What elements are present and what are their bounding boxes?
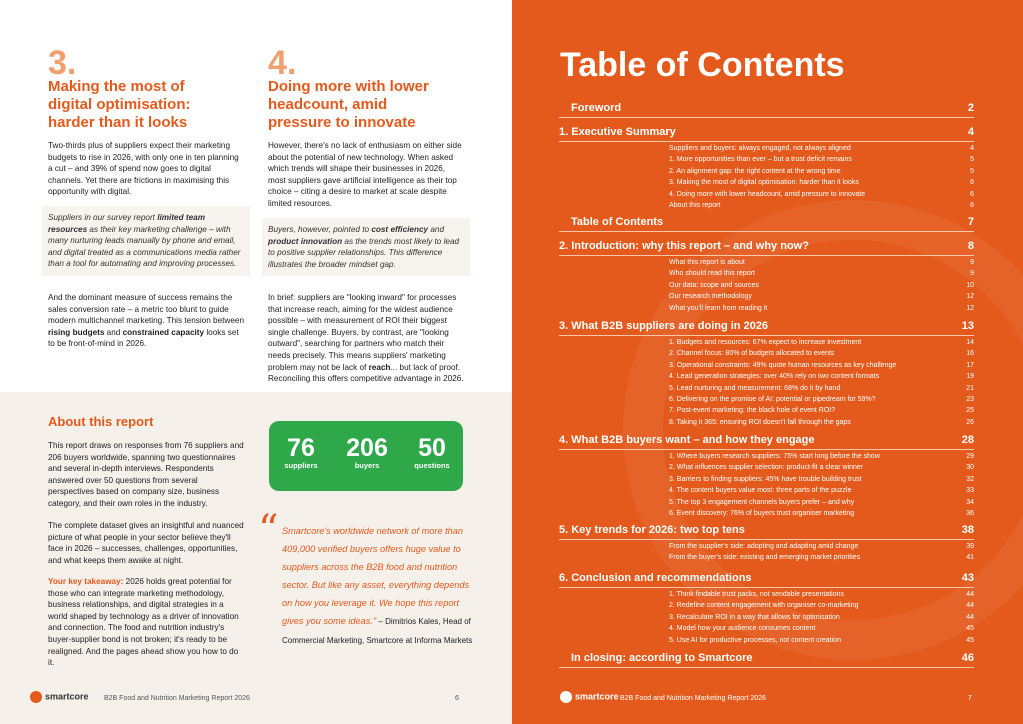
toc-item-page: 36: [966, 510, 974, 517]
toc-item-label: 6. Event discovery: 76% of buyers trust organiser marketing: [669, 510, 855, 517]
toc-section-page: 43: [961, 572, 974, 584]
stat-questions: 50 questions: [414, 434, 450, 470]
toc-section-page: 13: [961, 320, 974, 332]
toc-item[interactable]: [669, 143, 974, 154]
toc-item-page: 6: [970, 202, 974, 209]
toc-section-title: 6. Conclusion and recommendations: [559, 572, 752, 584]
toc-item-page: 5: [970, 167, 974, 175]
toc-item-page: 33: [966, 487, 974, 495]
toc-item-page: 14: [966, 339, 974, 346]
toc-item-label: 2. What influences supplier selection: product-fit a clear winner: [669, 464, 864, 472]
footer-report-title: B2B Food and Nutrition Marketing Report 2026: [104, 695, 250, 702]
toc-item-label: 3. Operational constraints: 49% quote human resources as key challenge: [669, 361, 897, 369]
toc-item-page: 17: [966, 361, 974, 369]
toc-item[interactable]: [669, 508, 974, 519]
toc-section-page: 8: [967, 240, 974, 252]
toc-item-page: 9: [970, 270, 974, 278]
toc-item[interactable]: [669, 635, 974, 646]
toc-item-label: Suppliers and buyers: always engaged, not always aligned: [669, 145, 851, 152]
toc-item-page: 45: [966, 636, 974, 644]
stat-buyers: 206 buyers: [346, 434, 388, 470]
section-3-number: 3.: [48, 44, 77, 82]
toc-item[interactable]: [669, 268, 974, 279]
section-4-paragraph-1: However, there's no lack of enthusiasm on either side about the potential of new technology. When asked which trends will shape their businesses in 2026, most suppliers gave artificial intelligence as their top choice – citing a desire to market at scale despite limited resources.: [268, 141, 462, 208]
about-paragraph-2: The complete dataset gives an insightful and nuanced picture of what people in your sector believe they'll face in 2026 – successes, challenges, opportunities, and what keeps them awake at night.: [48, 521, 244, 565]
toc-item-page: 6: [970, 179, 974, 187]
pull-quote: Smartcore's worldwide network of more than 409,000 verified buyers offers huge value to suppliers across the B2B food and nutrition sector. But like any asset, everything depends on how you leverage it. We hope this report gives you some ideas." – Dimitrios Kales, Head of Commercial Marketing, Smartcore at Informa Markets: [282, 526, 473, 645]
toc-item-label: 3. Recalculate ROI in a way that allows for optimisation: [669, 613, 840, 621]
toc-item[interactable]: [669, 360, 974, 371]
toc-item-page: 34: [966, 498, 974, 506]
toc-item-label: 6. Delivering on the promise of AI: potential or pipedream for 59%?: [669, 396, 876, 403]
toc-item-page: 44: [966, 613, 974, 621]
smartcore-logo-right: smartcore: [560, 691, 619, 703]
toc-section-title: Foreword: [571, 102, 622, 114]
toc-item[interactable]: [669, 417, 974, 428]
toc-section[interactable]: [559, 102, 974, 118]
about-takeaway: Your key takeaway: 2026 holds great potential for those who can integrate marketing methodology, business relationships, and digital strategies in a world shaped by technology as a driver of innovation and connection. The food and nutrition industry's buyer-supplier bond is not broken; it's ready to be realigned. And the pages ahead show you how to do it.: [48, 577, 239, 668]
toc-item-page: 25: [966, 407, 974, 415]
toc-item[interactable]: [669, 541, 974, 552]
about-title: About this report: [48, 414, 154, 429]
toc-item-label: 1. Think findable trust packs, not sendable presentations: [669, 591, 844, 598]
toc-section-title: 2. Introduction: why this report – and why now?: [559, 240, 809, 252]
toc-item[interactable]: [669, 371, 974, 382]
toc-item[interactable]: [669, 303, 974, 314]
toc-item-page: 26: [966, 418, 974, 426]
toc-section-title: 4. What B2B buyers want – and how they engage: [559, 434, 815, 446]
toc-section[interactable]: [559, 652, 974, 668]
toc-section[interactable]: [559, 126, 974, 142]
toc-section-page: 28: [961, 434, 974, 446]
toc-item[interactable]: [669, 280, 974, 291]
footer-report-title-right: B2B Food and Nutrition Marketing Report 2026: [620, 695, 766, 702]
toc-section-title: 3. What B2B suppliers are doing in 2026: [559, 320, 769, 332]
toc-item-label: 2. Channel focus: 80% of budgets allocated to events: [669, 350, 835, 358]
toc-item-page: 16: [966, 350, 974, 358]
toc-item[interactable]: [669, 497, 974, 508]
toc-item-label: 4. Model how your audience consumes content: [669, 625, 816, 633]
toc-item-page: 9: [970, 259, 974, 266]
toc-section[interactable]: [559, 216, 974, 232]
toc-item-page: 19: [966, 373, 974, 381]
page-number-right: 7: [968, 695, 972, 702]
section-3-paragraph-2: And the dominant measure of success remains the sales conversion rate – a metric too blunt to guide modern multichannel marketing. This tension between rising budgets and constrained capacity looks set to be front-of-mind in 2026.: [48, 293, 245, 349]
toc-section[interactable]: [559, 320, 974, 336]
toc-item[interactable]: [669, 552, 974, 563]
toc-section-page: 7: [967, 216, 974, 228]
toc-item[interactable]: [669, 348, 974, 359]
toc-item[interactable]: [669, 154, 974, 165]
toc-section-page: 46: [961, 652, 974, 664]
toc-item-page: 41: [966, 554, 974, 562]
toc-item[interactable]: [669, 383, 974, 394]
toc-item[interactable]: [669, 600, 974, 611]
section-3-quote: Suppliers in our survey report limited team resources as their key marketing challenge – with many nurturing leads manually by phone and email, and digital treated as a communications media rather than a tool for automating and improving processes.: [42, 206, 250, 276]
section-4-paragraph-2: In brief: suppliers are "looking inward" for processes that increase reach, aiming for the widest audience possible – with measurement of ROI their biggest single challenge. Buyers, by contrast, are "looking outward", searching for partners who match their needs precisely. This means suppliers' marketing problem may not be lack of reach... but lack of proof. Reconciling this offers competitive advantage in 2026.: [268, 293, 464, 384]
section-3-title: Making the most of digital optimisation: harder than it looks: [48, 78, 191, 131]
toc-item-page: 12: [966, 293, 974, 301]
toc-item[interactable]: [669, 257, 974, 268]
toc-section-title: Table of Contents: [571, 216, 664, 228]
toc-item-page: 21: [966, 384, 974, 392]
toc-item[interactable]: [669, 394, 974, 405]
toc-item-label: 1. More opportunities than ever – but a trust deficit remains: [669, 156, 852, 164]
toc-item[interactable]: [669, 177, 974, 188]
toc-item[interactable]: [669, 166, 974, 177]
section-4-number: 4.: [268, 44, 297, 82]
toc-title: Table of Contents: [560, 46, 845, 84]
toc-item-page: 39: [966, 543, 974, 550]
toc-section-title: 1. Executive Summary: [559, 126, 676, 138]
toc-item-page: 45: [966, 625, 974, 633]
toc-item-label: 4. Doing more with lower headcount, amid pressure to innovate: [669, 190, 866, 198]
toc-item-page: 44: [966, 591, 974, 598]
toc-section[interactable]: [559, 240, 974, 256]
toc-item-label: What you'll learn from reading it: [669, 304, 768, 312]
toc-item[interactable]: [669, 623, 974, 634]
about-paragraph-1: This report draws on responses from 76 suppliers and 206 buyers worldwide, spanning two questionnaires and several in-depth interviews. Respondents answered over 50 questions from several perspectives based on company size, business category, and their own roles in the industry.: [48, 441, 244, 508]
toc-item-page: 5: [970, 156, 974, 164]
toc-item-label: 1. Budgets and resources: 67% expect to increase investment: [669, 339, 862, 346]
toc-item-page: 12: [966, 304, 974, 312]
toc-section-page: 2: [967, 102, 974, 114]
toc-item-label: From the supplier's side: adopting and adapting amid change: [669, 543, 859, 550]
stats-panel: [269, 421, 463, 491]
toc-item-label: 2. An alignment gap: the right content at the wrong time: [669, 167, 841, 175]
toc-section-title: 5. Key trends for 2026: two top tens: [559, 524, 745, 536]
toc-item-label: 2. Redefine content engagement with organiser co-marketing: [669, 602, 859, 610]
toc-item[interactable]: [669, 589, 974, 600]
toc-item-label: 8. Taking it 365: ensuring ROI doesn't fall through the gaps: [669, 418, 851, 426]
toc-item-page: 10: [966, 281, 974, 289]
toc-item-label: 3. Making the most of digital optimisation: harder than it looks: [669, 179, 859, 187]
toc-section-page: 4: [967, 126, 974, 138]
toc-item[interactable]: [669, 474, 974, 485]
toc-item-page: 23: [966, 396, 974, 403]
toc-item[interactable]: [669, 291, 974, 302]
stat-suppliers: 76 suppliers: [284, 434, 318, 470]
toc-item-label: Our research methodology: [669, 293, 752, 301]
toc-item-label: About this report: [669, 202, 721, 209]
toc-section[interactable]: [559, 572, 974, 588]
toc-section-page: 38: [961, 524, 974, 536]
toc-item-label: Who should read this report: [669, 270, 755, 278]
toc-item-label: 3. Barriers to finding suppliers: 45% have trouble building trust: [669, 475, 862, 483]
toc-item-page: 44: [966, 602, 974, 610]
toc-item[interactable]: [669, 200, 974, 211]
toc-item-label: Our data: scope and sources: [669, 281, 759, 289]
toc-item-label: What this report is about: [669, 259, 745, 266]
toc-item-label: 7. Post-event marketing: the black hole of event ROI?: [669, 407, 836, 415]
toc-item-label: 1. Where buyers research suppliers: 75% start long before the show: [669, 453, 880, 460]
toc-item-page: 32: [966, 475, 974, 483]
quote-mark-icon: “: [258, 507, 279, 553]
toc-section[interactable]: [559, 434, 974, 450]
toc-item[interactable]: [669, 612, 974, 623]
toc-section[interactable]: [559, 524, 974, 540]
toc-item[interactable]: [669, 337, 974, 348]
toc-item[interactable]: [669, 405, 974, 416]
toc-item-page: 6: [970, 190, 974, 198]
toc-item[interactable]: [669, 189, 974, 200]
page-number: 6: [455, 695, 459, 702]
section-3-paragraph-1: Two-thirds plus of suppliers expect their marketing budgets to rise in 2026, with only one in ten planning a cut – and 39% of spend now goes to digital channels. Yet there are frictions in maximising this opportunity with digital.: [48, 141, 239, 197]
section-4-quote: Buyers, however, pointed to cost efficiency and product innovation as the trends most likely to lead to positive supplier relationships. This difference illustrates the broader mindset gap.: [262, 218, 470, 276]
toc-item-page: 29: [966, 453, 974, 460]
toc-item-page: 30: [966, 464, 974, 472]
toc-section-title: In closing: according to Smartcore: [571, 652, 753, 664]
smartcore-logo: smartcore: [30, 691, 89, 703]
section-4-title: Doing more with lower headcount, amid pressure to innovate: [268, 78, 429, 131]
toc-item-label: 5. Use AI for productive processes, not content creation: [669, 636, 841, 644]
toc-item[interactable]: [669, 485, 974, 496]
toc-item-label: 4. The content buyers value most: three parts of the puzzle: [669, 487, 852, 495]
toc-item-label: 4. Lead generation strategies: over 40% rely on two content formats: [669, 373, 880, 381]
toc-item-label: 5. Lead nurturing and measurement: 68% do it by hand: [669, 384, 841, 392]
toc-item-label: 5. The top 3 engagement channels buyers prefer – and why: [669, 498, 855, 506]
toc-item[interactable]: [669, 451, 974, 462]
toc-item[interactable]: [669, 462, 974, 473]
toc-item-page: 4: [970, 145, 974, 152]
toc-item-label: From the buyer's side: existing and emerging market priorities: [669, 554, 861, 562]
